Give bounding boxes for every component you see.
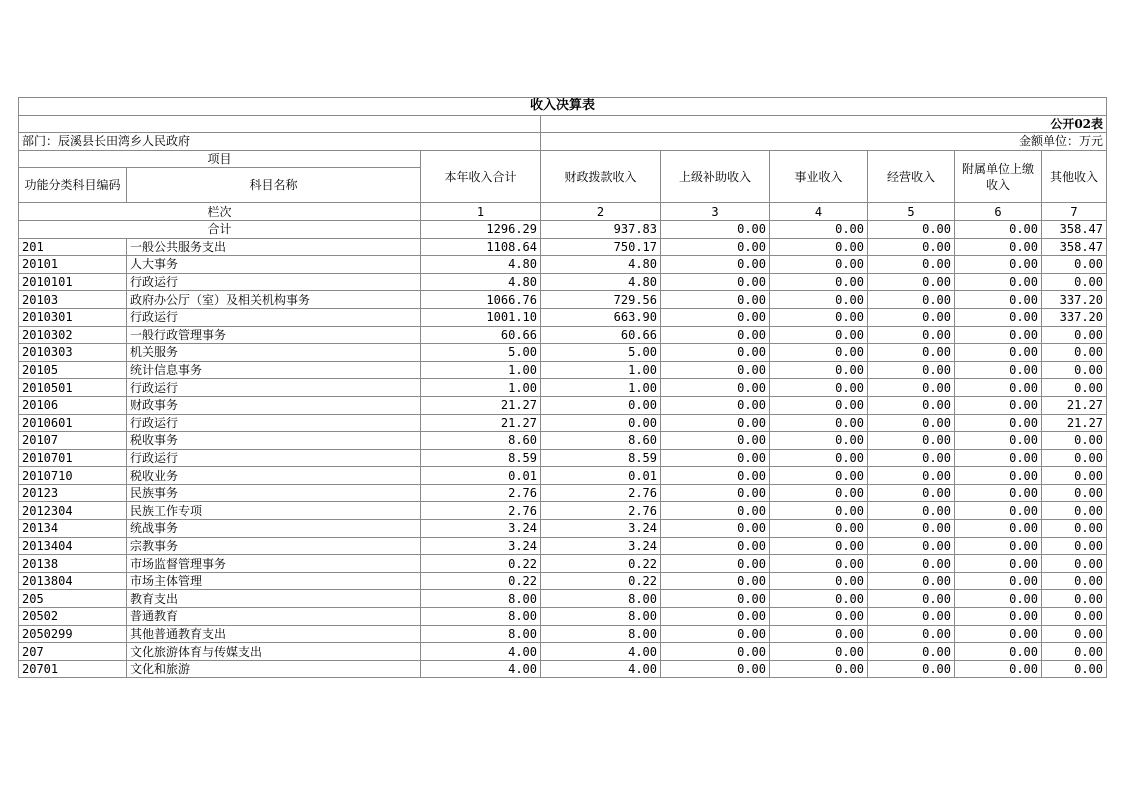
amount-cell: 0.00 (661, 520, 770, 538)
subject-code: 20701 (19, 660, 127, 678)
table-row (19, 361, 1107, 379)
amount-cell: 60.66 (421, 326, 541, 344)
column-index: 7 (1042, 203, 1107, 221)
total-cell: 358.47 (1042, 220, 1107, 238)
amount-cell: 1108.64 (421, 238, 541, 256)
subject-code: 20107 (19, 432, 127, 450)
amount-cell: 4.80 (541, 256, 661, 274)
amount-cell: 0.00 (868, 344, 955, 362)
subject-name: 市场主体管理 (127, 572, 421, 590)
amount-cell: 0.00 (955, 326, 1042, 344)
header-affiliated: 附属单位上缴收入 (955, 150, 1042, 203)
amount-cell: 0.00 (1042, 608, 1107, 626)
amount-cell: 0.00 (868, 555, 955, 573)
column-index: 3 (661, 203, 770, 221)
table-row (19, 432, 1107, 450)
amount-cell: 21.27 (421, 414, 541, 432)
amount-cell: 0.00 (770, 273, 868, 291)
total-cell: 1296.29 (421, 220, 541, 238)
table-row (19, 379, 1107, 397)
amount-cell: 0.00 (868, 484, 955, 502)
subject-name: 行政运行 (127, 308, 421, 326)
amount-cell: 0.22 (421, 572, 541, 590)
amount-cell: 0.00 (868, 660, 955, 678)
amount-cell: 0.00 (955, 361, 1042, 379)
amount-cell: 0.00 (661, 273, 770, 291)
subject-name: 税收业务 (127, 467, 421, 485)
amount-cell: 0.00 (955, 256, 1042, 274)
amount-cell: 0.00 (868, 379, 955, 397)
amount-cell: 2.76 (421, 484, 541, 502)
table-row (19, 502, 1107, 520)
column-index: 6 (955, 203, 1042, 221)
subject-code: 20101 (19, 256, 127, 274)
amount-cell: 0.01 (541, 467, 661, 485)
amount-cell: 0.00 (1042, 432, 1107, 450)
amount-cell: 5.00 (541, 344, 661, 362)
table-row (19, 396, 1107, 414)
amount-cell: 8.00 (541, 608, 661, 626)
amount-cell: 4.00 (421, 643, 541, 661)
amount-cell: 0.00 (661, 484, 770, 502)
amount-cell: 21.27 (1042, 396, 1107, 414)
subject-name: 一般公共服务支出 (127, 238, 421, 256)
subject-name: 行政运行 (127, 379, 421, 397)
amount-cell: 60.66 (541, 326, 661, 344)
amount-cell: 0.00 (955, 660, 1042, 678)
amount-cell: 8.00 (421, 590, 541, 608)
subject-code: 2010701 (19, 449, 127, 467)
amount-cell: 0.00 (868, 326, 955, 344)
amount-cell: 0.00 (661, 625, 770, 643)
amount-cell: 8.00 (541, 590, 661, 608)
amount-cell: 0.00 (868, 361, 955, 379)
subject-code: 201 (19, 238, 127, 256)
total-cell: 0.00 (770, 220, 868, 238)
amount-cell: 0.00 (1042, 520, 1107, 538)
amount-cell: 8.00 (421, 625, 541, 643)
subject-name: 行政运行 (127, 414, 421, 432)
amount-cell: 0.00 (1042, 590, 1107, 608)
header-subsidy: 上级补助收入 (661, 150, 770, 203)
amount-cell: 4.80 (421, 256, 541, 274)
amount-cell: 1066.76 (421, 291, 541, 309)
amount-cell: 0.00 (868, 467, 955, 485)
amount-cell: 0.00 (661, 449, 770, 467)
header-fiscal: 财政拨款收入 (541, 150, 661, 203)
amount-cell: 0.00 (955, 379, 1042, 397)
amount-cell: 0.00 (661, 308, 770, 326)
amount-cell: 0.00 (955, 432, 1042, 450)
amount-cell: 1.00 (541, 379, 661, 397)
form-code: 公开02表 (541, 115, 1107, 133)
amount-cell: 2.76 (541, 502, 661, 520)
subject-code: 2010710 (19, 467, 127, 485)
amount-cell: 1.00 (541, 361, 661, 379)
amount-cell: 0.00 (955, 414, 1042, 432)
amount-cell: 0.00 (661, 467, 770, 485)
subject-name: 财政事务 (127, 396, 421, 414)
amount-cell: 0.00 (955, 238, 1042, 256)
amount-cell: 0.00 (1042, 484, 1107, 502)
amount-cell: 0.00 (770, 555, 868, 573)
subject-code: 205 (19, 590, 127, 608)
amount-cell: 0.00 (955, 484, 1042, 502)
amount-cell: 0.00 (955, 273, 1042, 291)
amount-cell: 0.00 (661, 572, 770, 590)
subject-code: 2010501 (19, 379, 127, 397)
table-row (19, 608, 1107, 626)
amount-cell: 2.76 (541, 484, 661, 502)
header-operating: 经营收入 (868, 150, 955, 203)
subject-code: 20502 (19, 608, 127, 626)
subject-name: 政府办公厅（室）及相关机构事务 (127, 291, 421, 309)
amount-cell: 4.80 (541, 273, 661, 291)
subject-name: 文化旅游体育与传媒支出 (127, 643, 421, 661)
amount-cell: 358.47 (1042, 238, 1107, 256)
amount-cell: 0.00 (955, 625, 1042, 643)
amount-cell: 0.00 (1042, 572, 1107, 590)
amount-cell: 3.24 (421, 537, 541, 555)
subject-name: 其他普通教育支出 (127, 625, 421, 643)
amount-cell: 0.00 (770, 414, 868, 432)
amount-cell: 1.00 (421, 379, 541, 397)
amount-cell: 0.00 (661, 608, 770, 626)
amount-cell: 0.00 (1042, 273, 1107, 291)
amount-cell: 0.00 (770, 308, 868, 326)
table-row (19, 344, 1107, 362)
subject-name: 统计信息事务 (127, 361, 421, 379)
subject-code: 20138 (19, 555, 127, 573)
amount-cell: 0.00 (955, 308, 1042, 326)
amount-cell: 0.00 (770, 344, 868, 362)
amount-cell: 0.00 (770, 572, 868, 590)
total-label: 合计 (19, 220, 421, 238)
subject-name: 民族工作专项 (127, 502, 421, 520)
amount-cell: 0.00 (868, 291, 955, 309)
table-row (19, 326, 1107, 344)
subject-code: 2010301 (19, 308, 127, 326)
amount-cell: 0.00 (770, 520, 868, 538)
amount-cell: 8.00 (541, 625, 661, 643)
amount-cell: 0.00 (868, 572, 955, 590)
amount-cell: 0.00 (868, 608, 955, 626)
amount-cell: 0.22 (541, 572, 661, 590)
subject-code: 20103 (19, 291, 127, 309)
subject-name: 教育支出 (127, 590, 421, 608)
unit-label: 金额单位：万元 (541, 133, 1107, 151)
amount-cell: 0.00 (661, 379, 770, 397)
subject-code: 20134 (19, 520, 127, 538)
amount-cell: 0.00 (955, 537, 1042, 555)
amount-cell: 0.00 (955, 502, 1042, 520)
amount-cell: 8.00 (421, 608, 541, 626)
amount-cell: 0.00 (1042, 555, 1107, 573)
header-business: 事业收入 (770, 150, 868, 203)
amount-cell: 0.00 (868, 238, 955, 256)
amount-cell: 0.00 (868, 590, 955, 608)
amount-cell: 0.00 (661, 590, 770, 608)
amount-cell: 0.00 (770, 660, 868, 678)
table-row (19, 625, 1107, 643)
subject-code: 20106 (19, 396, 127, 414)
amount-cell: 0.00 (661, 660, 770, 678)
amount-cell: 0.00 (1042, 256, 1107, 274)
amount-cell: 0.00 (1042, 660, 1107, 678)
amount-cell: 0.00 (1042, 449, 1107, 467)
subject-code: 2013404 (19, 537, 127, 555)
amount-cell: 0.00 (955, 555, 1042, 573)
amount-cell: 337.20 (1042, 308, 1107, 326)
amount-cell: 2.76 (421, 502, 541, 520)
column-index-label: 栏次 (19, 203, 421, 221)
amount-cell: 8.59 (541, 449, 661, 467)
subject-code: 2012304 (19, 502, 127, 520)
total-cell: 0.00 (955, 220, 1042, 238)
amount-cell: 0.00 (661, 555, 770, 573)
table-title: 收入决算表 (19, 98, 1107, 116)
amount-cell: 0.00 (541, 396, 661, 414)
total-cell: 937.83 (541, 220, 661, 238)
amount-cell: 0.00 (868, 308, 955, 326)
subject-name: 行政运行 (127, 449, 421, 467)
amount-cell: 0.00 (770, 326, 868, 344)
amount-cell: 0.00 (868, 502, 955, 520)
amount-cell: 0.00 (955, 572, 1042, 590)
amount-cell: 8.60 (541, 432, 661, 450)
amount-cell: 0.00 (770, 625, 868, 643)
amount-cell: 1001.10 (421, 308, 541, 326)
amount-cell: 1.00 (421, 361, 541, 379)
amount-cell: 0.22 (421, 555, 541, 573)
amount-cell: 0.00 (1042, 467, 1107, 485)
amount-cell: 0.00 (1042, 537, 1107, 555)
amount-cell: 0.00 (1042, 643, 1107, 661)
total-cell: 0.00 (661, 220, 770, 238)
amount-cell: 0.00 (955, 608, 1042, 626)
table-row (19, 537, 1107, 555)
amount-cell: 4.00 (541, 660, 661, 678)
amount-cell: 337.20 (1042, 291, 1107, 309)
table-row (19, 414, 1107, 432)
amount-cell: 0.00 (770, 238, 868, 256)
column-index: 2 (541, 203, 661, 221)
amount-cell: 0.00 (770, 256, 868, 274)
amount-cell: 0.00 (661, 344, 770, 362)
amount-cell: 0.00 (770, 537, 868, 555)
subject-code: 2010601 (19, 414, 127, 432)
table-row (19, 291, 1107, 309)
header-total: 本年收入合计 (421, 150, 541, 203)
amount-cell: 0.00 (770, 643, 868, 661)
subject-code: 2010303 (19, 344, 127, 362)
amount-cell: 0.00 (955, 344, 1042, 362)
header-other: 其他收入 (1042, 150, 1107, 203)
amount-cell: 8.60 (421, 432, 541, 450)
column-index: 1 (421, 203, 541, 221)
amount-cell: 0.00 (661, 502, 770, 520)
amount-cell: 0.00 (1042, 361, 1107, 379)
subject-code: 2013804 (19, 572, 127, 590)
amount-cell: 0.00 (770, 291, 868, 309)
table-row (19, 256, 1107, 274)
title-spacer-left (19, 115, 541, 133)
amount-cell: 729.56 (541, 291, 661, 309)
amount-cell: 4.00 (541, 643, 661, 661)
amount-cell: 0.00 (770, 361, 868, 379)
table-row (19, 555, 1107, 573)
subject-code: 20105 (19, 361, 127, 379)
amount-cell: 0.00 (661, 414, 770, 432)
table-row (19, 308, 1107, 326)
amount-cell: 0.00 (661, 432, 770, 450)
table-row (19, 572, 1107, 590)
amount-cell: 3.24 (421, 520, 541, 538)
subject-name: 统战事务 (127, 520, 421, 538)
subject-name: 宗教事务 (127, 537, 421, 555)
table-row (19, 484, 1107, 502)
subject-name: 市场监督管理事务 (127, 555, 421, 573)
subject-name: 人大事务 (127, 256, 421, 274)
amount-cell: 0.00 (661, 238, 770, 256)
department-label: 部门：辰溪县长田湾乡人民政府 (19, 133, 541, 151)
table-row (19, 238, 1107, 256)
amount-cell: 0.00 (868, 520, 955, 538)
amount-cell: 0.00 (770, 608, 868, 626)
subject-name: 普通教育 (127, 608, 421, 626)
header-code: 功能分类科目编码 (19, 168, 127, 203)
amount-cell: 21.27 (1042, 414, 1107, 432)
amount-cell: 0.00 (1042, 326, 1107, 344)
amount-cell: 21.27 (421, 396, 541, 414)
amount-cell: 0.00 (868, 625, 955, 643)
amount-cell: 0.00 (661, 643, 770, 661)
amount-cell: 4.80 (421, 273, 541, 291)
subject-code: 2050299 (19, 625, 127, 643)
amount-cell: 0.00 (661, 256, 770, 274)
amount-cell: 0.00 (661, 326, 770, 344)
subject-code: 2010101 (19, 273, 127, 291)
table-row (19, 467, 1107, 485)
amount-cell: 0.00 (770, 467, 868, 485)
amount-cell: 0.00 (868, 449, 955, 467)
amount-cell: 0.00 (1042, 502, 1107, 520)
amount-cell: 0.00 (868, 537, 955, 555)
item-header: 项目 (19, 150, 421, 168)
subject-code: 2010302 (19, 326, 127, 344)
amount-cell: 0.00 (868, 273, 955, 291)
amount-cell: 5.00 (421, 344, 541, 362)
table-row (19, 660, 1107, 678)
amount-cell: 3.24 (541, 537, 661, 555)
amount-cell: 0.00 (661, 361, 770, 379)
amount-cell: 4.00 (421, 660, 541, 678)
amount-cell: 0.00 (661, 396, 770, 414)
amount-cell: 0.00 (661, 291, 770, 309)
column-index: 4 (770, 203, 868, 221)
income-final-accounts-table (18, 97, 1107, 678)
amount-cell: 0.00 (770, 590, 868, 608)
table-row (19, 449, 1107, 467)
subject-name: 一般行政管理事务 (127, 326, 421, 344)
table-row (19, 590, 1107, 608)
subject-code: 20123 (19, 484, 127, 502)
table-row (19, 520, 1107, 538)
amount-cell: 0.00 (868, 414, 955, 432)
amount-cell: 0.00 (541, 414, 661, 432)
table-row (19, 643, 1107, 661)
amount-cell: 0.00 (770, 484, 868, 502)
amount-cell: 0.00 (1042, 344, 1107, 362)
amount-cell: 0.00 (661, 537, 770, 555)
subject-code: 207 (19, 643, 127, 661)
amount-cell: 0.00 (868, 396, 955, 414)
subject-name: 税收事务 (127, 432, 421, 450)
amount-cell: 0.00 (955, 520, 1042, 538)
table-row (19, 273, 1107, 291)
amount-cell: 0.00 (955, 449, 1042, 467)
amount-cell: 0.00 (955, 291, 1042, 309)
amount-cell: 0.00 (955, 590, 1042, 608)
amount-cell: 0.00 (770, 396, 868, 414)
subject-name: 文化和旅游 (127, 660, 421, 678)
amount-cell: 0.00 (955, 467, 1042, 485)
amount-cell: 0.00 (770, 432, 868, 450)
amount-cell: 0.01 (421, 467, 541, 485)
subject-name: 行政运行 (127, 273, 421, 291)
amount-cell: 3.24 (541, 520, 661, 538)
header-name: 科目名称 (127, 168, 421, 203)
amount-cell: 0.00 (770, 379, 868, 397)
amount-cell: 663.90 (541, 308, 661, 326)
amount-cell: 0.00 (1042, 379, 1107, 397)
amount-cell: 0.00 (955, 396, 1042, 414)
amount-cell: 0.00 (1042, 625, 1107, 643)
amount-cell: 0.00 (868, 256, 955, 274)
amount-cell: 0.00 (955, 643, 1042, 661)
column-index: 5 (868, 203, 955, 221)
amount-cell: 0.00 (770, 449, 868, 467)
amount-cell: 0.00 (770, 502, 868, 520)
amount-cell: 750.17 (541, 238, 661, 256)
subject-name: 民族事务 (127, 484, 421, 502)
amount-cell: 0.00 (868, 643, 955, 661)
amount-cell: 8.59 (421, 449, 541, 467)
amount-cell: 0.00 (868, 432, 955, 450)
subject-name: 机关服务 (127, 344, 421, 362)
amount-cell: 0.22 (541, 555, 661, 573)
total-cell: 0.00 (868, 220, 955, 238)
